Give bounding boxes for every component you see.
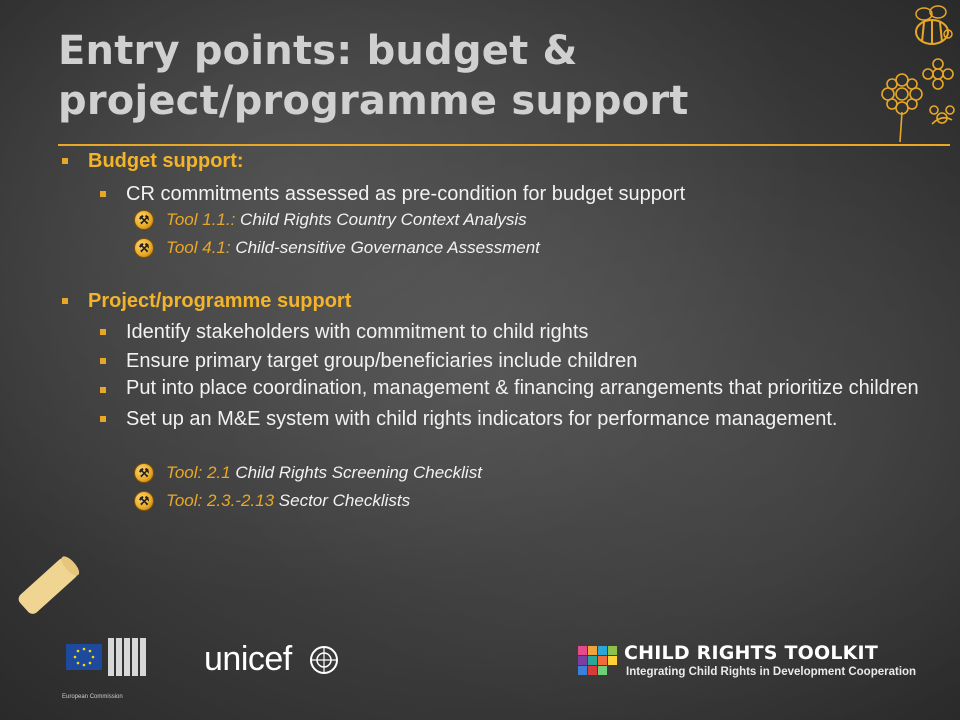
section-heading-text: Project/programme support (88, 290, 352, 312)
tool-reference (62, 206, 942, 234)
bullet-text: Set up an M&E system with child rights indicators for performance management. (126, 408, 838, 430)
bullet-item (62, 407, 942, 431)
section-heading-text: Budget support: (88, 150, 244, 172)
bee-doodle (902, 2, 958, 50)
tool-label: Tool 1.1.: (166, 210, 236, 229)
tools-icon: ⚒ (134, 210, 154, 230)
tool-name: Child Rights Country Context Analysis (235, 210, 527, 229)
tool-reference (62, 459, 942, 487)
flowers-doodle (872, 54, 960, 144)
title-line-1: Entry points: budget & (58, 28, 578, 74)
slide-content (62, 148, 942, 515)
section-heading-budget (62, 148, 942, 174)
bullet-text: Put into place coordination, management & financing arrangements that prioritize children (126, 377, 919, 399)
tool-reference (62, 487, 942, 515)
bullet-text: Identify stakeholders with commitment to child rights (126, 321, 589, 343)
bullet-item (62, 378, 942, 399)
tools-icon: ⚒ (134, 238, 154, 258)
tools-icon: ⚒ (134, 463, 154, 483)
tool-label: Tool: 2.3.-2.13 (166, 491, 275, 510)
tool-name: Sector Checklists (274, 491, 411, 510)
toolkit-subtitle: Integrating Child Rights in Development Cooperation (626, 666, 917, 678)
child-rights-toolkit-logo-icon (578, 646, 618, 676)
section-heading-project (62, 288, 942, 314)
square-bullet-icon (100, 191, 106, 197)
square-bullet-icon (62, 298, 68, 304)
tool-label: Tool 4.1: (166, 238, 231, 257)
bullet-text: Ensure primary target group/beneficiaries include children (126, 350, 638, 372)
tool-name: Child Rights Screening Checklist (230, 463, 482, 482)
square-bullet-icon (100, 416, 106, 422)
square-bullet-icon (100, 329, 106, 335)
bullet-item (62, 349, 942, 373)
title-divider (58, 144, 950, 146)
european-commission-text: European Commission (62, 694, 123, 700)
bullet-item (62, 320, 942, 344)
bullet-item (62, 182, 942, 206)
tool-label: Tool: 2.1 (166, 463, 231, 482)
page-title (58, 26, 818, 126)
square-bullet-icon (100, 358, 106, 364)
tool-name: Child-sensitive Governance Assessment (230, 238, 540, 257)
chalk-icon (8, 548, 88, 624)
square-bullet-icon (100, 387, 106, 393)
title-line-2: project/programme support (58, 78, 689, 124)
unicef-globe-icon (308, 644, 340, 676)
square-bullet-icon (62, 158, 68, 164)
tool-reference (62, 234, 942, 262)
bullet-text: CR commitments assessed as pre-condition for budget support (126, 183, 686, 205)
unicef-logo-text: unicef (204, 640, 292, 678)
toolkit-title: CHILD RIGHTS TOOLKIT (624, 642, 878, 664)
tools-icon: ⚒ (134, 491, 154, 511)
